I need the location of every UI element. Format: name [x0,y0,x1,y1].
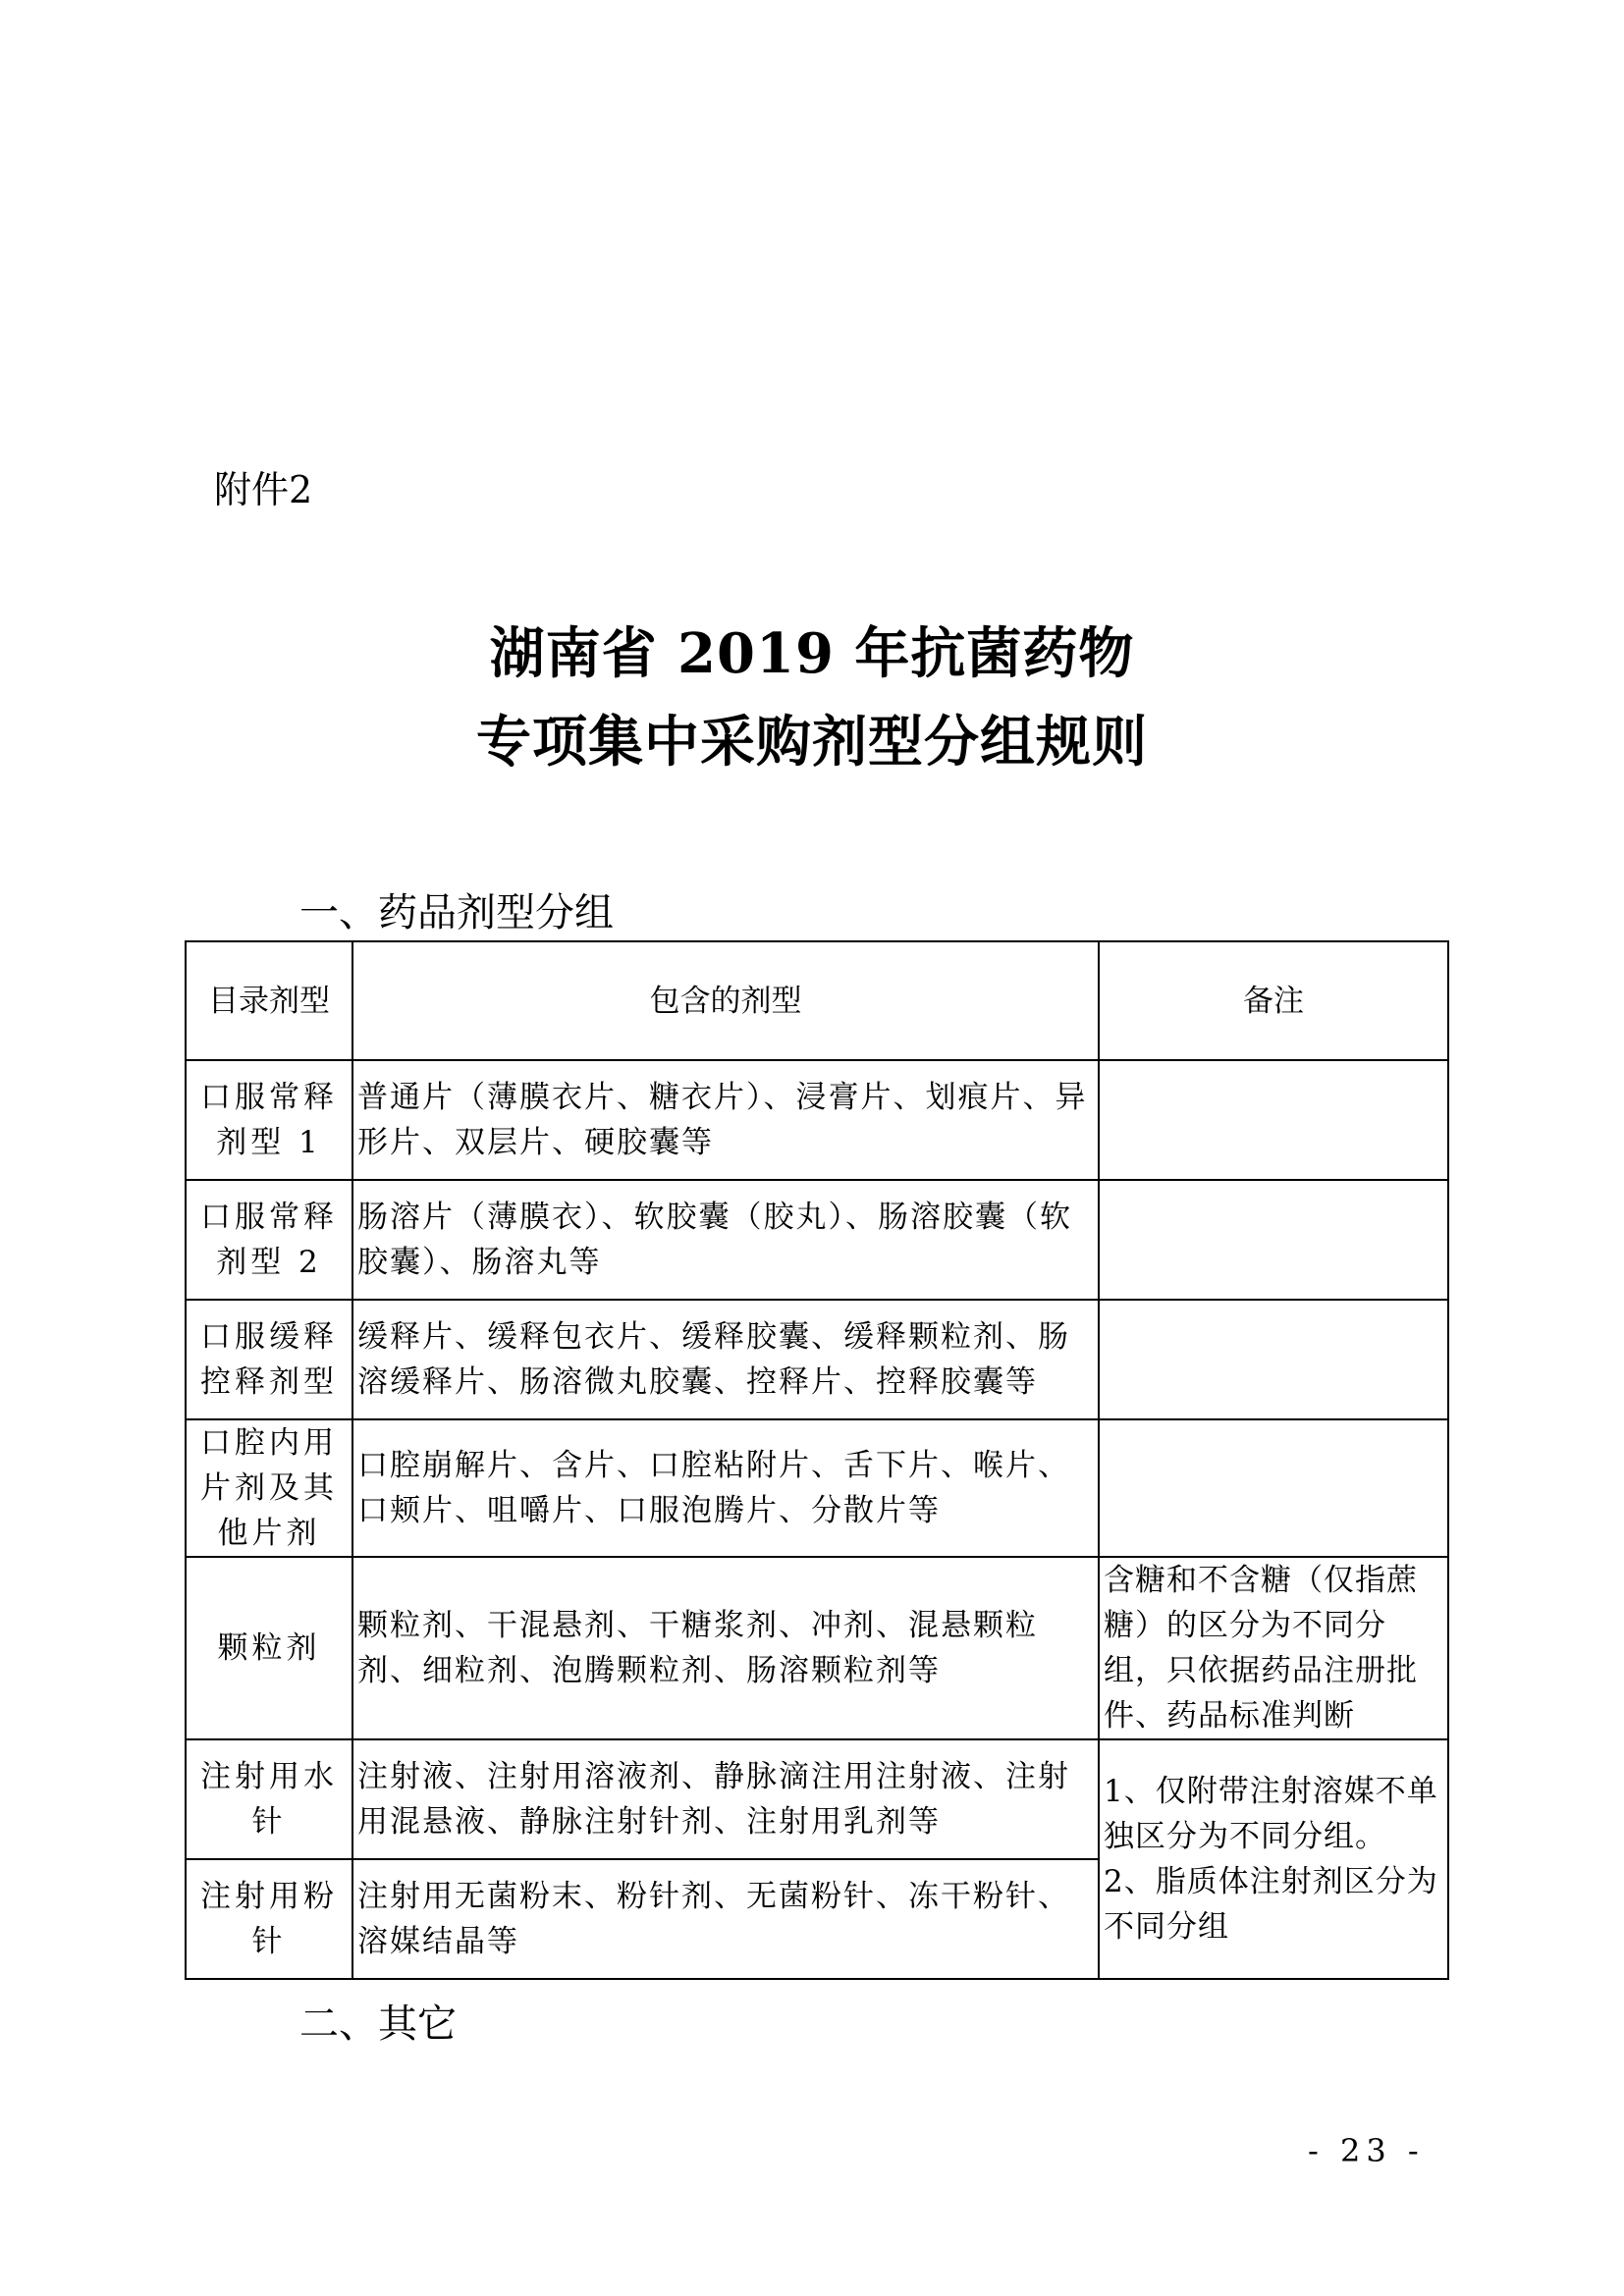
attachment-label: 附件2 [214,468,313,511]
document-title-line-2: 专项集中采购剂型分组规则 [476,710,1148,774]
includes-cell: 注射液、注射用溶液剂、静脉滴注用注射液、注射用混悬液、静脉注射针剂、注射用乳剂等 [352,1739,1099,1859]
section-heading-2: 二、其它 [299,2002,457,2047]
includes-cell: 缓释片、缓释包衣片、缓释胶囊、缓释颗粒剂、肠溶缓释片、肠溶微丸胶囊、控释片、控释胶囊等 [352,1300,1099,1419]
includes-cell: 肠溶片（薄膜衣）、软胶囊（胶丸）、肠溶胶囊（软胶囊）、肠溶丸等 [352,1180,1099,1300]
table-row [186,1557,1448,1739]
note-cell [1099,1060,1448,1180]
column-header-note: 备注 [1099,941,1448,1060]
table-row [186,1739,1448,1859]
category-cell: 口服常释剂型 2 [186,1180,352,1300]
note-cell: 含糖和不含糖（仅指蔗糖）的区分为不同分组，只依据药品注册批件、药品标准判断 [1099,1557,1448,1739]
includes-cell: 口腔崩解片、含片、口腔粘附片、舌下片、喉片、口颊片、咀嚼片、口服泡腾片、分散片等 [352,1419,1099,1557]
note-cell [1099,1419,1448,1557]
table-row [186,1419,1448,1557]
table-row [186,1060,1448,1180]
includes-cell: 普通片（薄膜衣片、糖衣片）、浸膏片、划痕片、异形片、双层片、硬胶囊等 [352,1060,1099,1180]
section-heading-1: 一、药品剂型分组 [299,890,614,935]
category-cell: 注射用水针 [186,1739,352,1859]
category-cell: 口服缓释控释剂型 [186,1300,352,1419]
category-cell: 口服常释剂型 1 [186,1060,352,1180]
column-header-includes: 包含的剂型 [352,941,1099,1060]
category-cell: 口腔内用片剂及其他片剂 [186,1419,352,1557]
includes-cell: 注射用无菌粉末、粉针剂、无菌粉针、冻干粉针、溶媒结晶等 [352,1859,1099,1979]
note-cell [1099,1180,1448,1300]
category-cell: 注射用粉针 [186,1859,352,1979]
category-cell: 颗粒剂 [186,1557,352,1739]
table-row [186,1180,1448,1300]
includes-cell: 颗粒剂、干混悬剂、干糖浆剂、冲剂、混悬颗粒剂、细粒剂、泡腾颗粒剂、肠溶颗粒剂等 [352,1557,1099,1739]
note-cell [1099,1300,1448,1419]
table-header-row [186,941,1448,1060]
page-number: - 23 - [1308,2132,1425,2169]
document-title-line-1: 湖南省 2019 年抗菌药物 [489,621,1135,686]
note-cell-merged: 1、仅附带注射溶媒不单独区分为不同分组。 2、脂质体注射剂区分为不同分组 [1099,1739,1448,1979]
table-row [186,1300,1448,1419]
dosage-form-table [185,940,1449,1980]
column-header-category: 目录剂型 [186,941,352,1060]
